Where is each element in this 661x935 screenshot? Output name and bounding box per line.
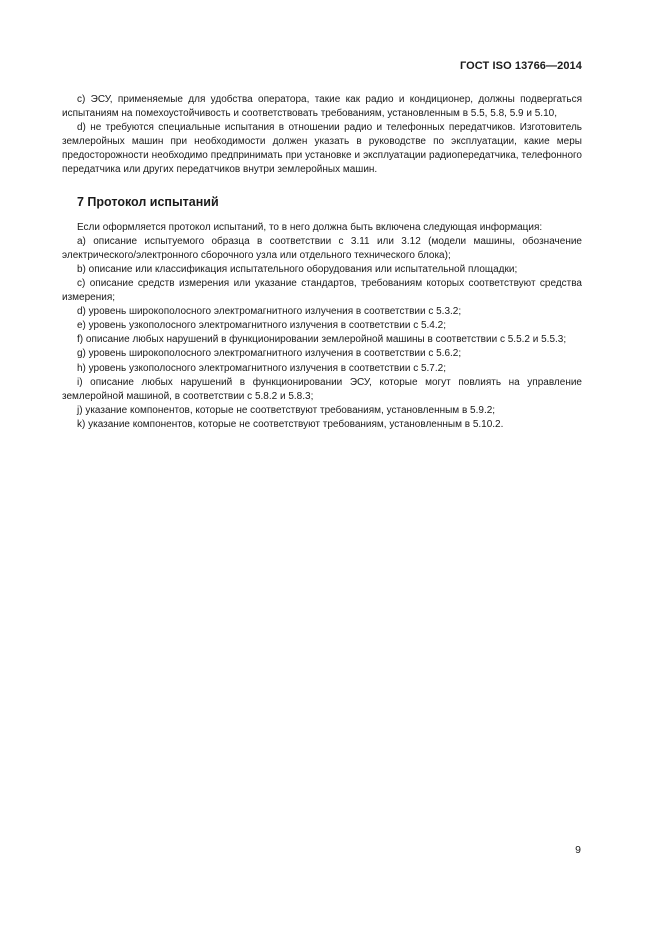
section-intro: Если оформляется протокол испытаний, то в него должна быть включена следующая информация: <box>77 221 543 233</box>
list-item: g) уровень широкополосного электромагнитного излучения в соответствии с 5.6.2; <box>77 348 462 360</box>
document-body <box>62 93 582 432</box>
section-title: 7 Протокол испытаний <box>77 194 219 209</box>
standard-code: ГОСТ ISO 13766—2014 <box>459 60 582 72</box>
list-item: e) уровень узкополосного электромагнитного излучения в соответствии с 5.4.2; <box>77 320 446 332</box>
list-item: i) описание любых нарушений в функционировании ЭСУ, которые могут повлиять на управление землеройной машиной, в соответствии с 5.8.2 и 5.8.3; <box>62 376 582 402</box>
list-item: d) не требуются специальные испытания в отношении радио и телефонных передатчиков. Изготовитель землеройных машин при необходимости должен указать в руководстве по эксплуатации, какие меры предосторожности необходимо предпринимать при установке и эксплуатации радиопередатчика, телефонного передатчика или других передатчиков внутри землеройных машин. <box>62 122 582 176</box>
page-number: 9 <box>575 844 581 856</box>
list-item: k) указание компонентов, которые не соответствуют требованиям, установленным в 5.10.2. <box>77 418 504 430</box>
list-item: f) описание любых нарушений в функционировании землеройной машины в соответствии с 5.5.2 и 5.5.3; <box>77 334 567 346</box>
list-item: c) описание средств измерения или указание стандартов, требованиям которых соответствуют средства измерения; <box>62 277 582 304</box>
list-item: a) описание испытуемого образца в соответствии с 3.11 или 3.12 (модели машины, обозначение электрического/электронного сборочного узла или отдельного технического блока); <box>62 235 582 261</box>
list-item: j) указание компонентов, которые не соответствуют требованиям, установленным в 5.9.2; <box>77 404 496 416</box>
list-item: h) уровень узкополосного электромагнитного излучения в соответствии с 5.7.2; <box>77 362 446 374</box>
list-item: b) описание или классификация испытательного оборудования или испытательной площадки; <box>77 263 518 275</box>
list-item: c) ЭСУ, применяемые для удобства оператора, такие как радио и кондиционер, должны подвергаться испытаниям на помехоустойчивость и соответствовать требованиям, установленным в 5.5, 5.8, 5.9 и 5.10, <box>62 94 582 120</box>
list-item: d) уровень широкополосного электромагнитного излучения в соответствии с 5.3.2; <box>77 306 462 318</box>
